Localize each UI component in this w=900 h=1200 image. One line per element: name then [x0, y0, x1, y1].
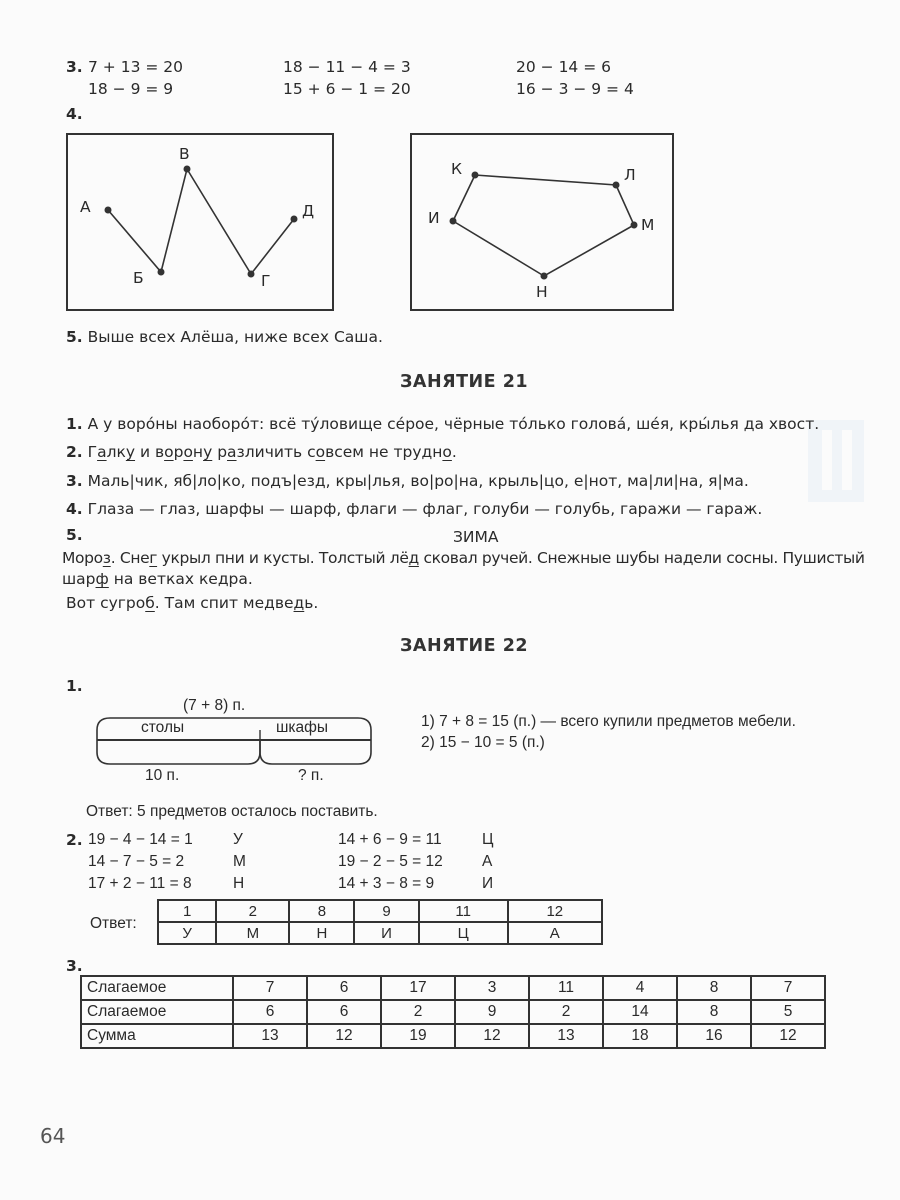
point-label: Г: [261, 272, 271, 290]
task-text: Выше всех Алёша, ниже всех Саша.: [87, 328, 383, 346]
task-text: А у воро́ны наоборо́т: всё ту́ловище се́рое, чёрные то́лько голова́, ше́я, кры́лья да хвост.: [87, 415, 820, 433]
table-cell: 12: [508, 900, 602, 922]
equation: 14 + 3 − 8 = 9: [338, 875, 435, 892]
table-cell: 12: [751, 1024, 825, 1048]
table-cell: 2: [381, 1000, 455, 1024]
bleed-through-shape: [822, 430, 832, 490]
task-number: 3.: [66, 957, 83, 975]
point-label: Н: [536, 283, 548, 301]
dictation-line-1: Мороз. Снег укрыл пни и кусты. Толстый лёд сковал ручей. Снежные шубы надели сосны. Пушистый: [62, 549, 865, 567]
table-cell: Ц: [419, 922, 508, 944]
answer-table-numbers-row: [158, 900, 602, 922]
table-cell: 8: [677, 1000, 751, 1024]
equation: 20 − 14 = 6: [516, 58, 611, 76]
table-cell: 16: [677, 1024, 751, 1048]
pentagon: [453, 175, 634, 276]
equation: 19 − 4 − 14 = 1: [88, 831, 193, 848]
solution-step-2: 2) 15 − 10 = 5 (п.): [421, 734, 545, 751]
diagram-label-wardrobes: шкафы: [276, 719, 329, 736]
equation: 18 − 9 = 9: [88, 80, 174, 98]
answer-label: Ответ:: [90, 915, 137, 932]
lesson21-task2: [66, 442, 457, 462]
point-label: Д: [302, 202, 315, 220]
table-cell: А: [508, 922, 602, 944]
task-number: 1.: [66, 677, 83, 695]
table-cell: 14: [603, 1000, 677, 1024]
row-label: Слагаемое: [81, 976, 233, 1000]
table-cell: 12: [307, 1024, 381, 1048]
table-cell: 11: [419, 900, 508, 922]
table-cell: 13: [529, 1024, 603, 1048]
table-cell: 1: [158, 900, 216, 922]
task1-answer: Ответ: 5 предметов осталось поставить.: [86, 803, 378, 820]
point-label: А: [80, 198, 91, 216]
equation-letter: И: [482, 875, 494, 892]
table-cell: 17: [381, 976, 455, 1000]
table-cell: 6: [307, 1000, 381, 1024]
diagram-label-tables: столы: [141, 719, 185, 736]
task-number: 3.: [66, 58, 83, 76]
task-number: 1.: [66, 415, 83, 433]
answer-table-letters-row: [158, 922, 602, 944]
task-text: Глаза — глаз, шарфы — шарф, флаги — флаг, голуби — голубь, гаражи — гараж.: [87, 500, 763, 518]
dictation-line-2: шарф на ветках кедра.: [62, 570, 253, 588]
equation: 14 + 6 − 9 = 11: [338, 831, 442, 848]
lesson21-task3: [66, 471, 749, 491]
lesson21-task1: [66, 414, 819, 434]
broken-line: [108, 169, 294, 274]
table-cell: И: [354, 922, 419, 944]
table-cell: 11: [529, 976, 603, 1000]
equation: 14 − 7 − 5 = 2: [88, 853, 185, 870]
polygon-vertices: [450, 172, 638, 280]
task-number: 3.: [66, 472, 83, 490]
task-number: 2.: [66, 831, 83, 849]
lesson-21-heading: ЗАНЯТИЕ 21: [400, 372, 529, 392]
polyline-vertices: [105, 166, 298, 278]
equation-letter: Ц: [482, 831, 494, 848]
table-cell: 7: [233, 976, 307, 1000]
table-cell: 6: [233, 1000, 307, 1024]
task-number: 2.: [66, 443, 83, 461]
table-cell: 5: [751, 1000, 825, 1024]
equation: 18 − 11 − 4 = 3: [283, 58, 411, 76]
equation: 19 − 2 − 5 = 12: [338, 853, 443, 870]
table-row: [81, 1024, 825, 1048]
table-cell: У: [158, 922, 216, 944]
equation: 7 + 13 = 20: [88, 58, 183, 76]
solution-step-1: 1) 7 + 8 = 15 (п.) — всего купили предметов мебели.: [421, 713, 796, 730]
table-cell: 9: [455, 1000, 529, 1024]
bottom-brace-left: [97, 740, 260, 764]
bleed-through-shape: [842, 430, 852, 490]
equation-letter: У: [233, 831, 243, 848]
table-cell: 6: [307, 976, 381, 1000]
table-cell: Н: [289, 922, 354, 944]
table-cell: 4: [603, 976, 677, 1000]
equation: 16 − 3 − 9 = 4: [516, 80, 634, 98]
answer-table: [157, 899, 603, 945]
lesson-22-heading: ЗАНЯТИЕ 22: [400, 636, 529, 656]
table-cell: 7: [751, 976, 825, 1000]
task-5: [66, 327, 383, 347]
diagram-value-tables: 10 п.: [145, 767, 180, 784]
task-text: Галку и ворону различить совсем не трудно.: [87, 443, 457, 461]
point-label: В: [179, 145, 190, 163]
text-title-zima: ЗИМА: [453, 528, 499, 546]
table-row: [81, 976, 825, 1000]
table-row: [81, 1000, 825, 1024]
page-number: 64: [40, 1124, 66, 1148]
equation-letter: М: [233, 853, 246, 870]
task-number: 4.: [66, 500, 83, 518]
table-cell: 3: [455, 976, 529, 1000]
bar-diagram: [90, 712, 380, 772]
table-cell: 8: [677, 976, 751, 1000]
dictation-line-3: Вот сугроб. Там спит медведь.: [66, 594, 319, 612]
bottom-brace-right: [260, 740, 371, 764]
task-number: 5.: [66, 526, 83, 544]
table-cell: 19: [381, 1024, 455, 1048]
table-cell: 18: [603, 1024, 677, 1048]
lesson21-task4: [66, 499, 762, 519]
addition-table: [80, 975, 826, 1049]
point-label: Л: [624, 166, 636, 184]
table-cell: 8: [289, 900, 354, 922]
task-number: 5.: [66, 328, 83, 346]
table-cell: 12: [455, 1024, 529, 1048]
point-label: Б: [133, 269, 144, 287]
equation-letter: Н: [233, 875, 245, 892]
point-label: К: [451, 160, 463, 178]
table-cell: 2: [216, 900, 289, 922]
equation-letter: А: [482, 853, 493, 870]
table-cell: 13: [233, 1024, 307, 1048]
row-label: Сумма: [81, 1024, 233, 1048]
equation: 17 + 2 − 11 = 8: [88, 875, 192, 892]
equation: 15 + 6 − 1 = 20: [283, 80, 411, 98]
table-cell: 9: [354, 900, 419, 922]
diagram-value-wardrobes: ? п.: [298, 767, 324, 784]
table-cell: 2: [529, 1000, 603, 1024]
diagram-total-label: (7 + 8) п.: [183, 697, 246, 714]
point-label: М: [641, 216, 655, 234]
top-brace: [97, 718, 371, 740]
task-number: 4.: [66, 105, 83, 123]
task-text: Маль|чик, яб|ло|ко, подъ|езд, кры|лья, во|ро|на, крыль|цо, е|нот, ма|ли|на, я|ма.: [87, 472, 749, 490]
table-cell: М: [216, 922, 289, 944]
row-label: Слагаемое: [81, 1000, 233, 1024]
point-label: И: [428, 209, 440, 227]
